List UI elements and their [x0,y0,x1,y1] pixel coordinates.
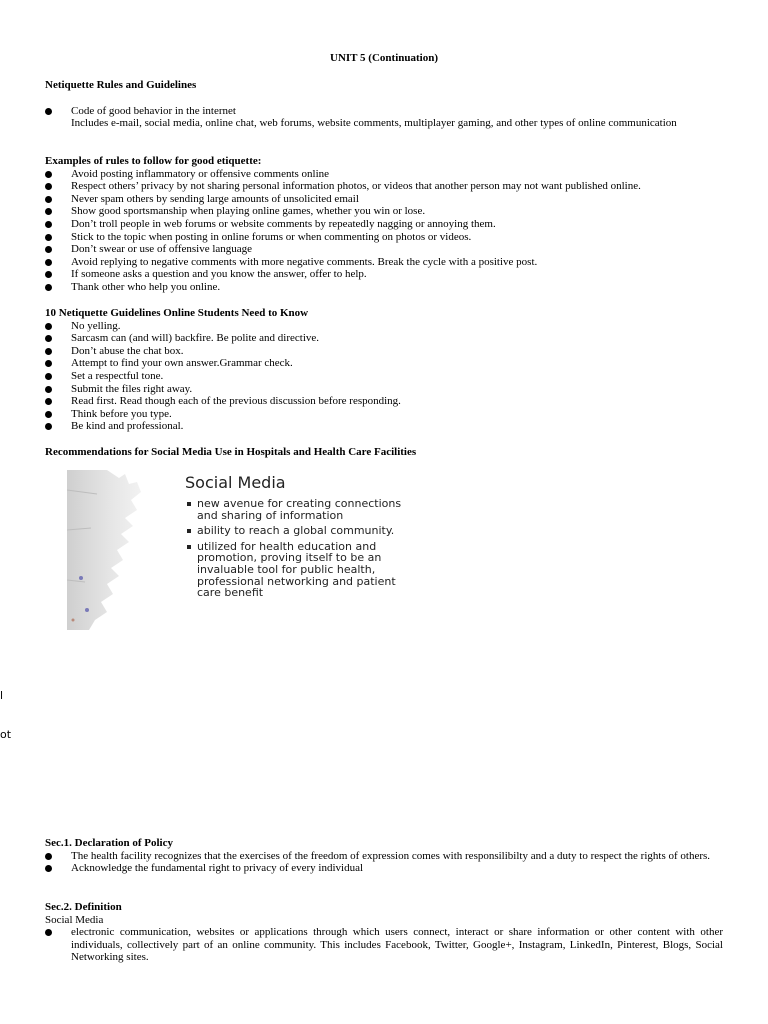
list-item: new avenue for creating connections and sharing of information [185,498,420,521]
bullet-icon [45,335,52,342]
bullet-icon [187,502,191,506]
list-item: Don’t troll people in web forums or website comments by repeatedly nagging or annoying them. [45,218,723,231]
sec1-heading: Sec.1. Declaration of Policy [45,837,173,849]
bullet-icon [187,529,191,533]
list-item: Thank other who help you online. [45,281,723,294]
bullet-icon [45,865,52,872]
bullet-icon [45,929,52,936]
list-item: Set a respectful tone. [45,370,723,383]
list-item: The health facility recognizes that the exercises of the freedom of expression comes with responsilibilty and a duty to respect the rights of others. [45,850,723,863]
examples-section [45,155,723,294]
bullet-icon [45,398,52,405]
bullet-icon [45,196,52,203]
bullet-icon [45,348,52,355]
list-item: Show good sportsmanship when playing online games, whether you win or lose. [45,205,723,218]
bullet-icon [45,411,52,418]
list-item: Stick to the topic when posting in online forums or when commenting on photos or videos. [45,231,723,244]
list-item: utilized for health education and promotion, proving itself to be an invaluable tool for public health, professional networking and patient care benefit [185,541,420,599]
list-item: Acknowledge the fundamental right to privacy of every individual [45,862,723,875]
list-item: If someone asks a question and you know the answer, offer to help. [45,268,723,281]
bullet-icon [45,246,52,253]
torn-paper-graphic [67,470,187,630]
list-item: No yelling. [45,320,723,333]
slide-list [185,498,420,603]
sec2-section [45,901,723,964]
guidelines-heading: 10 Netiquette Guidelines Online Students Need to Know [45,307,309,319]
bullet-icon [45,183,52,190]
list-item: Code of good behavior in the internet Includes e-mail, social media, online chat, web forums, website comments, multiplayer gaming, and other types of online communication [45,105,723,130]
sec2-heading: Sec.2. Definition [45,901,122,913]
netiquette-section [45,79,723,130]
sec2-subheading: Social Media [45,913,104,926]
bullet-icon [45,108,52,115]
stray-mark: l [0,689,4,702]
list-item: Sarcasm can (and will) backfire. Be polite and directive. [45,332,723,345]
bullet-icon [45,208,52,215]
sec1-list [45,850,723,875]
list-item: Don’t abuse the chat box. [45,345,723,358]
sec1-section [45,837,723,875]
bullet-icon [45,171,52,178]
list-item: Read first. Read though each of the previous discussion before responding. [45,395,723,408]
bullet-icon [45,373,52,380]
slide-title: Social Media [185,473,286,492]
bullet-icon [45,259,52,266]
list-item: Think before you type. [45,408,723,421]
list-item: Respect others’ privacy by not sharing personal information photos, or videos that another person may not want published online. [45,180,723,193]
bullet-icon [45,271,52,278]
list-item: Be kind and professional. [45,420,723,433]
list-item: Don’t swear or use of offensive language [45,243,723,256]
list-item: Attempt to find your own answer.Grammar check. [45,357,723,370]
bullet-icon [45,221,52,228]
list-item: ability to reach a global community. [185,525,420,537]
page-title: UNIT 5 (Continuation) [330,52,438,64]
netiquette-list [45,105,723,130]
netiquette-heading: Netiquette Rules and Guidelines [45,79,197,91]
guidelines-list [45,320,723,433]
list-item: Avoid replying to negative comments with more negative comments. Break the cycle with a positive post. [45,256,723,269]
bullet-icon [45,423,52,430]
examples-heading: Examples of rules to follow for good etiquette: [45,155,262,167]
bullet-icon [45,323,52,330]
bullet-icon [187,545,191,549]
list-item: Avoid posting inflammatory or offensive comments online [45,168,723,181]
bullet-icon [45,386,52,393]
sec2-list [45,926,723,964]
list-item: Submit the files right away. [45,383,723,396]
bullet-icon [45,853,52,860]
recommendations-heading: Recommendations for Social Media Use in Hospitals and Health Care Facilities [45,446,417,458]
stray-mark: ot [0,728,12,741]
guidelines-section [45,307,723,433]
bullet-icon [45,284,52,291]
bullet-icon [45,360,52,367]
social-media-slide-image [67,470,427,635]
examples-list [45,168,723,294]
bullet-icon [45,234,52,241]
list-item: electronic communication, websites or applications through which users connect, interact or share information or other content with other individuals, collectively part of an online community. This includes Facebook, Twitter, Google+, Instagram, LinkedIn, Pinterest, Blogs, Social Networking sites. [45,926,723,964]
list-item: Never spam others by sending large amounts of unsolicited email [45,193,723,206]
